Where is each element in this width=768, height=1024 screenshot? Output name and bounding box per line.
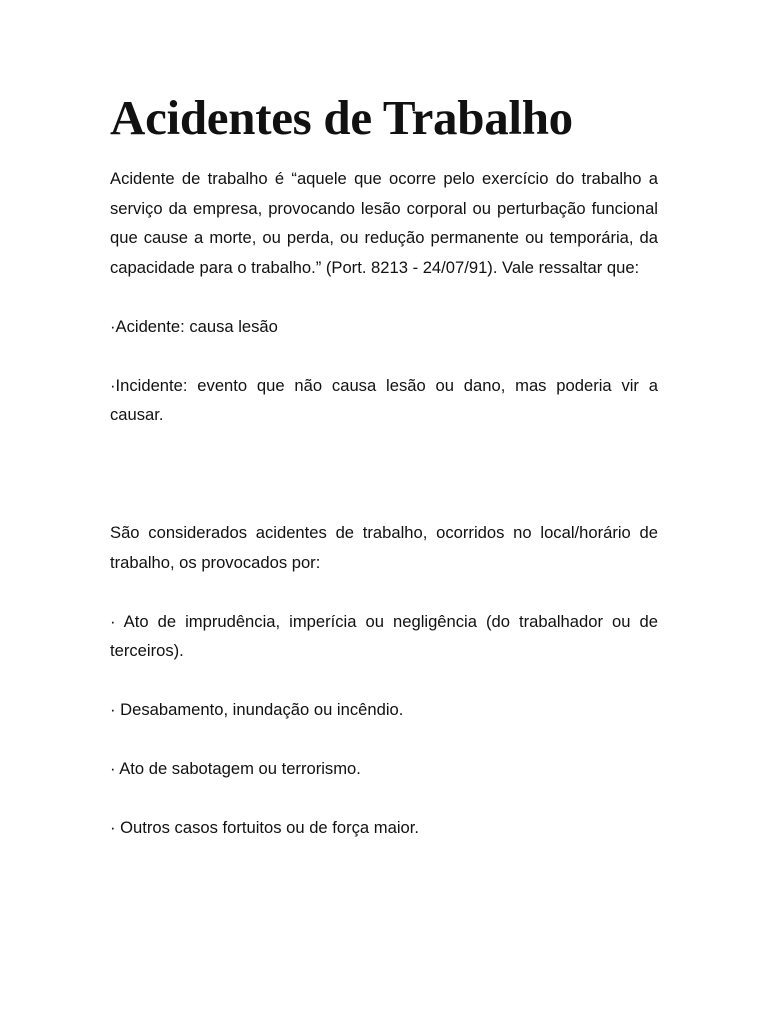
cause-item-fortuitous: · Outros casos fortuitos ou de força maior.	[110, 818, 419, 837]
document-body	[110, 88, 658, 843]
cause-item-imprudence: · Ato de imprudência, imperícia ou negligência (do trabalhador ou de terceiros).	[110, 611, 658, 660]
cause-item-sabotage: · Ato de sabotagem ou terrorismo.	[110, 759, 361, 778]
intro-paragraph: Acidente de trabalho é “aquele que ocorre pelo exercício do trabalho a serviço da empresa, provocando lesão corporal ou perturbação funcional que cause a morte, ou perda, ou redução permanente ou temporária, da capacidade para o trabalho.” (Port. 8213 - 24/07/91). Vale ressaltar que:	[110, 169, 658, 277]
causes-intro-paragraph: São considerados acidentes de trabalho, ocorridos no local/horário de trabalho, os provocados por:	[110, 523, 658, 572]
cause-item-collapse: · Desabamento, inundação ou incêndio.	[110, 700, 404, 719]
definition-incident: ·Incidente: evento que não causa lesão ou dano, mas poderia vir a causar.	[110, 375, 658, 424]
page-title: Acidentes de Trabalho	[110, 90, 573, 145]
definition-accident: ·Acidente: causa lesão	[110, 316, 278, 336]
